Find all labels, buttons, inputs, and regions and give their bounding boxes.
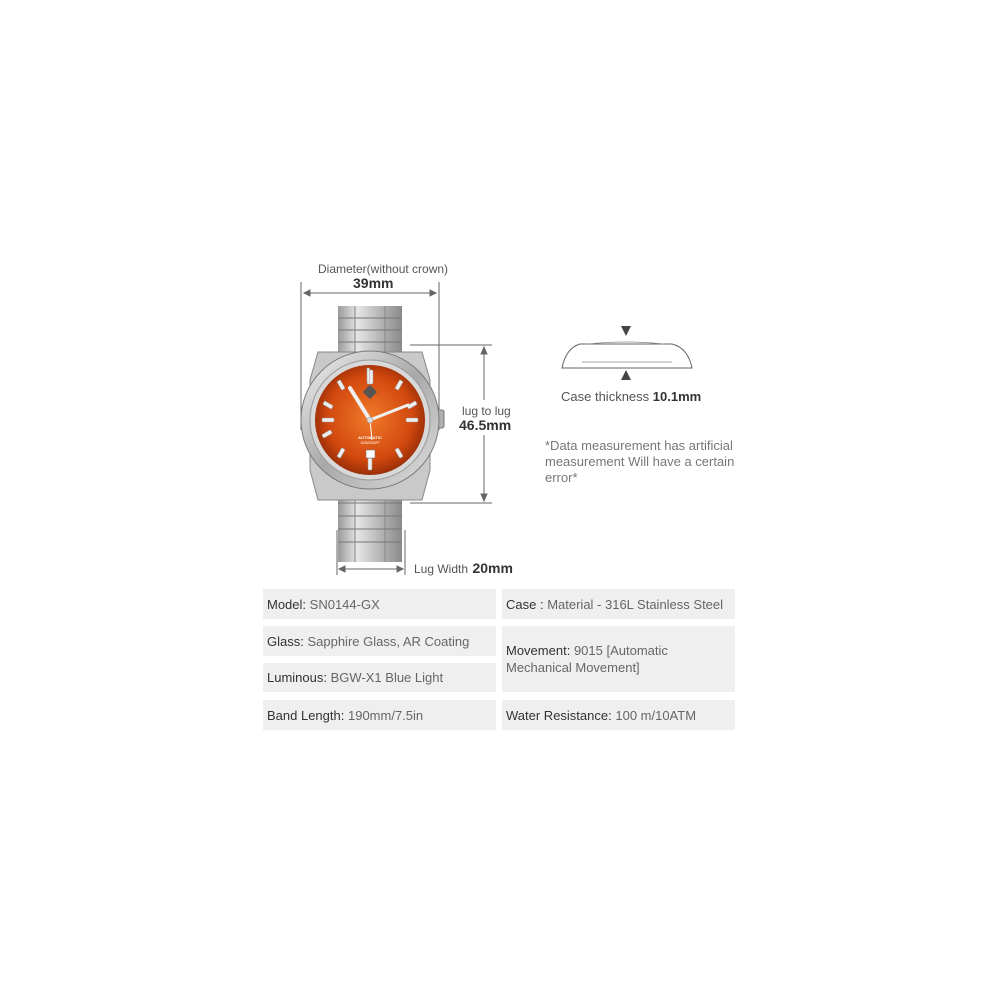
spec-movement-value: 9015 [Automatic Mechanical Movement] (506, 643, 668, 675)
spec-glass-key: Glass: (267, 633, 304, 649)
lug-width-value: 20mm (472, 560, 513, 576)
spec-glass-value: Sapphire Glass, AR Coating (307, 633, 470, 649)
thickness-arrow-top (621, 326, 631, 336)
spec-water-resistance-key: Water Resistance: (506, 707, 612, 723)
thickness-arrow-bottom (621, 370, 631, 380)
dial-text-line1: AUTOMATIC (358, 435, 382, 440)
spec-glass (263, 626, 496, 656)
diameter-value: 39mm (353, 275, 394, 291)
spec-case-value: Material - 316L Stainless Steel (547, 596, 724, 612)
spec-case-key: Case : (506, 596, 544, 612)
diameter-label: Diameter(without crown) (318, 262, 449, 276)
spec-luminous-key: Luminous: (267, 670, 327, 685)
case-thickness (561, 389, 701, 404)
spec-model (263, 589, 496, 619)
spec-band-length-value: 190mm/7.5in (347, 707, 424, 723)
watch-illustration (290, 280, 513, 580)
spec-band-length-key: Band Length: (267, 707, 345, 723)
lug-to-lug-value: 46.5mm (459, 417, 512, 433)
spec-water-resistance-value: 100 m/10ATM (615, 707, 697, 723)
lug-to-lug-label: lug to lug (462, 404, 511, 418)
measurement-note: *Data measurement has artificial measurement Will have a certain error* (545, 438, 735, 485)
case-profile-illustration (555, 322, 705, 384)
case-thickness-label: Case thickness (561, 389, 650, 404)
spec-luminous (263, 663, 496, 692)
spec-movement (502, 626, 735, 692)
case-thickness-value: 10.1mm (652, 389, 702, 404)
spec-band-length (263, 700, 496, 730)
spec-model-key: Model: (267, 596, 307, 612)
spec-model-value: SN0144-GX (309, 596, 380, 612)
spec-water-resistance (502, 700, 735, 730)
lower-bracelet (338, 490, 402, 562)
spec-case (502, 589, 735, 619)
spec-luminous-value: BGW-X1 Blue Light (330, 670, 444, 685)
upper-bracelet (338, 306, 402, 358)
dial-text-line2: 100M/330FT (360, 441, 380, 445)
lug-width-label: Lug Width (414, 562, 469, 576)
date-window (366, 450, 375, 458)
spec-movement-key: Movement: (506, 643, 571, 658)
